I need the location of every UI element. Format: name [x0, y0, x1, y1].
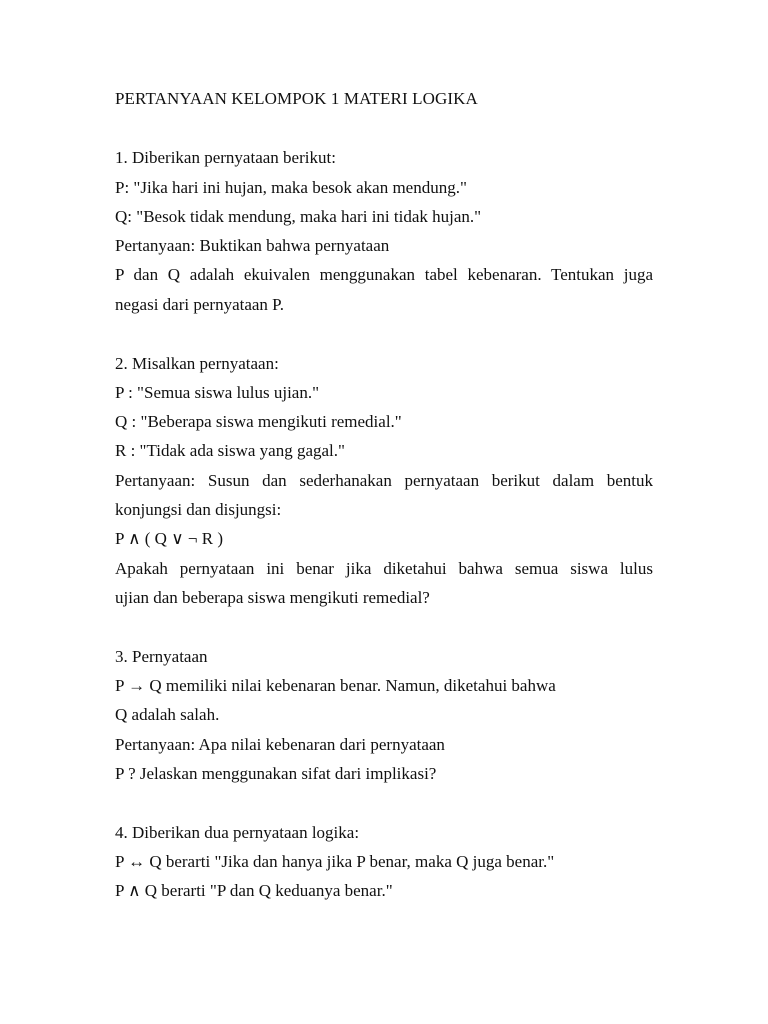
question-2-prompt-line: Pertanyaan: Susun dan sederhanakan pernyataan berikut dalam bentuk: [115, 470, 653, 490]
question-2-statement-r: R : "Tidak ada siswa yang gagal.": [115, 441, 345, 461]
question-1-statement-q: Q: "Besok tidak mendung, maka hari ini tidak hujan.": [115, 206, 482, 226]
document-title: PERTANYAAN KELOMPOK 1 MATERI LOGIKA: [115, 89, 478, 108]
question-4-heading: 4. Diberikan dua pernyataan logika:: [115, 822, 360, 842]
question-2-prompt-end: konjungsi dan disjungsi:: [115, 500, 282, 520]
question-1-statement-p: P: "Jika hari ini hujan, maka besok akan mendung.": [115, 177, 467, 197]
question-2-followup-end: ujian dan beberapa siswa mengikuti remedial?: [115, 587, 430, 607]
question-3-prompt: Pertanyaan: Apa nilai kebenaran dari pernyataan: [115, 734, 445, 754]
question-2-statement-q: Q : "Beberapa siswa mengikuti remedial.": [115, 412, 402, 432]
question-2-heading: 2. Misalkan pernyataan:: [115, 353, 279, 373]
question-1: [115, 143, 653, 319]
question-3-condition: Q adalah salah.: [115, 705, 220, 725]
question-3: [115, 642, 653, 788]
question-3-prompt-end: P ? Jelaskan menggunakan sifat dari implikasi?: [115, 763, 437, 783]
question-2-followup-line: Apakah pernyataan ini benar jika diketahui bahwa semua siswa lulus: [115, 558, 653, 578]
question-2-formula: P ∧ ( Q ∨ ¬ R ): [115, 529, 223, 549]
document-content: [115, 84, 653, 935]
question-4-conjunction: P ∧ Q berarti "P dan Q keduanya benar.": [115, 881, 393, 901]
question-2: [115, 349, 653, 613]
question-4: [115, 818, 653, 906]
question-3-heading: 3. Pernyataan: [115, 646, 208, 666]
question-3-statement: P → Q memiliki nilai kebenaran benar. Namun, diketahui bahwa: [115, 676, 556, 696]
question-2-statement-p: P : "Semua siswa lulus ujian.": [115, 382, 320, 402]
question-1-prompt: Pertanyaan: Buktikan bahwa pernyataan: [115, 236, 390, 256]
question-1-heading: 1. Diberikan pernyataan berikut:: [115, 148, 336, 168]
question-1-prompt-line: P dan Q adalah ekuivalen menggunakan tabel kebenaran. Tentukan juga: [115, 265, 653, 285]
question-4-biconditional: P ↔ Q berarti "Jika dan hanya jika P benar, maka Q juga benar.": [115, 852, 555, 872]
question-1-prompt-end: negasi dari pernyataan P.: [115, 294, 284, 314]
